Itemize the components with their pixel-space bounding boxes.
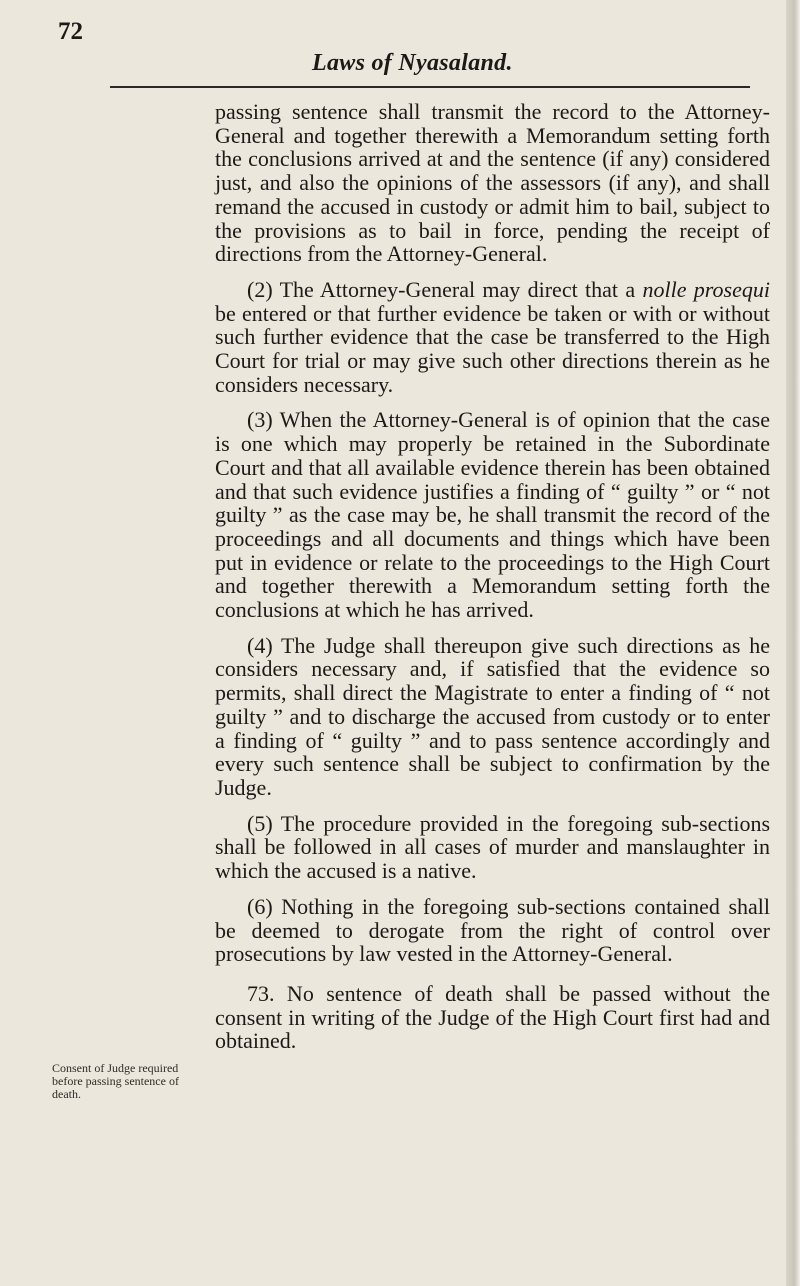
subsection-2-rest: be entered or that further evidence be taken or with or without such further evidence that the case be transferred to the High Court for trial or may give such other directions therein as he considers necessary. xyxy=(215,300,770,397)
subsection-5: (5) The procedure provided in the foregoing sub-sections shall be followed in all cases of murder and manslaughter in which the accused is a native. xyxy=(215,810,770,884)
running-title: Laws of Nyasaland. xyxy=(312,50,513,76)
subsection-2-lead: (2) The Attorney-General may direct that a xyxy=(247,276,636,302)
margin-note-section-73: Consent of Judge required before passing sentence of death. xyxy=(52,1061,179,1101)
subsection-3: (3) When the Attorney-General is of opinion that the case is one which may properly be retained in the Subordinate Court and that all available evidence therein has been obtained and that such evidence justifies a finding of “ guilty ” or “ not guilty ” as the case may be, he shall transmit the record of the proceedings and all documents and things which have been put in evidence or relate to the proceedings to the High Court and together therewith a Memorandum setting forth the conclusions at which he has arrived. xyxy=(215,407,770,623)
latin-term: nolle prosequi xyxy=(642,276,770,302)
subsection-2 xyxy=(215,278,770,397)
subsection-4: (4) The Judge shall thereupon give such directions as he considers necessary and, if satisfied that the evidence so permits, shall direct the Magistrate to enter a finding of “ not guilty ” and to discharge the accused from custody or to enter a finding of “ guilty ” and to pass sentence accordingly and every such sentence shall be subject to confirmation by the Judge. xyxy=(215,632,770,800)
page-edge xyxy=(786,0,800,1286)
body-text xyxy=(215,100,770,1065)
section-73: 73. No sentence of death shall be passed without the consent in writing of the Judge of the High Court first had and obtained. xyxy=(215,980,770,1054)
subsection-6: (6) Nothing in the foregoing sub-sections contained shall be deemed to derogate from the right of control over prosecutions by law vested in the Attorney-General. xyxy=(215,893,770,967)
page-number: 72 xyxy=(58,18,83,45)
header-rule xyxy=(110,86,750,88)
paragraph-continuation: passing sentence shall transmit the record to the Attorney-General and together therewith a Memorandum setting forth the conclusions arrived at and the sentence (if any) considered just, and also the opinions of the assessors (if any), and shall remand the accused in custody or admit him to bail, subject to the provisions as to bail in force, pending the receipt of directions from the Attorney-General. xyxy=(215,99,770,267)
